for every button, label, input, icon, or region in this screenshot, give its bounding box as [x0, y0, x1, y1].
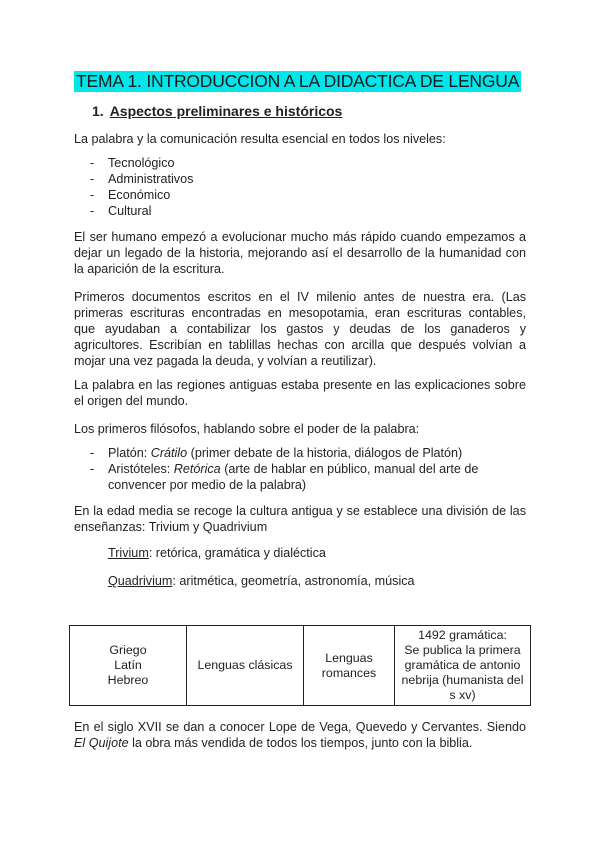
list-item: [90, 461, 526, 493]
list-item: - Administrativos: [90, 171, 526, 187]
languages-table: [69, 625, 531, 706]
philosopher-work: Crátilo: [150, 446, 188, 460]
cell-line: Se publica la primera: [404, 643, 521, 657]
trivium-label: Trivium: [108, 546, 149, 560]
list-item: - Cultural: [90, 203, 526, 219]
paragraph-middle-ages: En la edad media se recoge la cultura antigua y se establece una división de las enseñanzas: Trivium y Quadrivium: [74, 504, 526, 534]
table-cell-romance: [304, 626, 395, 706]
list-item: - Tecnológico: [90, 155, 526, 171]
cell-line: nebrija (humanista del s xv): [401, 673, 524, 702]
philosopher-desc: (arte de hablar en público, manual del arte de convencer por medio de la palabra): [108, 462, 479, 492]
philosopher-desc: (primer debate de la historia, diálogos de Platón): [187, 446, 463, 460]
trivium-text: : retórica, gramática y dialéctica: [148, 546, 326, 560]
section-heading: [92, 103, 342, 119]
trivium-line: [108, 545, 326, 561]
table-cell-nebrija: [395, 626, 531, 706]
text-run: En el siglo XVII se dan a conocer Lope de Vega, Quevedo y Cervantes. Siendo: [74, 720, 526, 734]
paragraph-philosophers: Los primeros filósofos, hablando sobre el poder de la palabra:: [74, 422, 420, 436]
table-cell-ancient-languages: [70, 626, 187, 706]
cell-line: 1492 gramática:: [418, 628, 507, 642]
quadrivium-line: [108, 573, 415, 589]
cell-line: romances: [321, 665, 377, 680]
paragraph-intro: La palabra y la comunicación resulta esencial en todos los niveles:: [74, 132, 446, 146]
paragraph-evolution: El ser humano empezó a evolucionar mucho más rápido cuando empezamos a dejar un legado de la historia, mejorando así el desarrollo de la humanidad con la aparición de la escritura.: [74, 230, 526, 276]
section-heading-text: Aspectos preliminares e históricos: [109, 103, 343, 119]
paragraph-documents: Primeros documentos escritos en el IV milenio antes de nuestra era. (Las primeras escrituras encontradas en mesopotamia, eran escrituras contables, que ayudaban a contabilizar los gastos y deudas de los ganaderos y agricultores. Escribían en tablillas hechas con arcilla que después volvían a mojar una vez pagada la deuda, y volvían a reutilizar).: [74, 290, 526, 368]
paragraph-siglo-xvii: [74, 719, 526, 751]
document-title: TEMA 1. INTRODUCCION A LA DIDACTICA DE LENGUA: [76, 71, 520, 91]
quadrivium-label: Quadrivium: [108, 574, 173, 588]
text-run-italic: El Quijote: [74, 736, 129, 750]
cell-line: gramática de antonio: [404, 658, 521, 672]
philosopher-name: Platón:: [108, 446, 151, 460]
philosopher-name: Aristóteles:: [108, 462, 174, 476]
cell-line: Lenguas: [325, 650, 373, 665]
cell-line: Griego: [109, 643, 147, 657]
quadrivium-text: : aritmética, geometría, astronomía, música: [172, 574, 415, 588]
philosopher-work: Retórica: [173, 462, 221, 476]
levels-list: [90, 155, 526, 219]
section-number: 1.: [92, 103, 104, 119]
text-run: la obra más vendida de todos los tiempos, junto con la biblia.: [128, 736, 473, 750]
cell-line: Hebreo: [107, 673, 149, 687]
philosophers-list: [90, 445, 526, 493]
table-cell-classical: [187, 626, 304, 706]
table-row: [70, 626, 531, 706]
paragraph-ancient-regions: La palabra en las regiones antiguas estaba presente en las explicaciones sobre el origen del mundo.: [74, 378, 526, 408]
cell-line: Latín: [114, 658, 142, 672]
cell-line: Lenguas clásicas: [197, 658, 293, 672]
list-item: - Económico: [90, 187, 526, 203]
list-item: [90, 445, 526, 461]
